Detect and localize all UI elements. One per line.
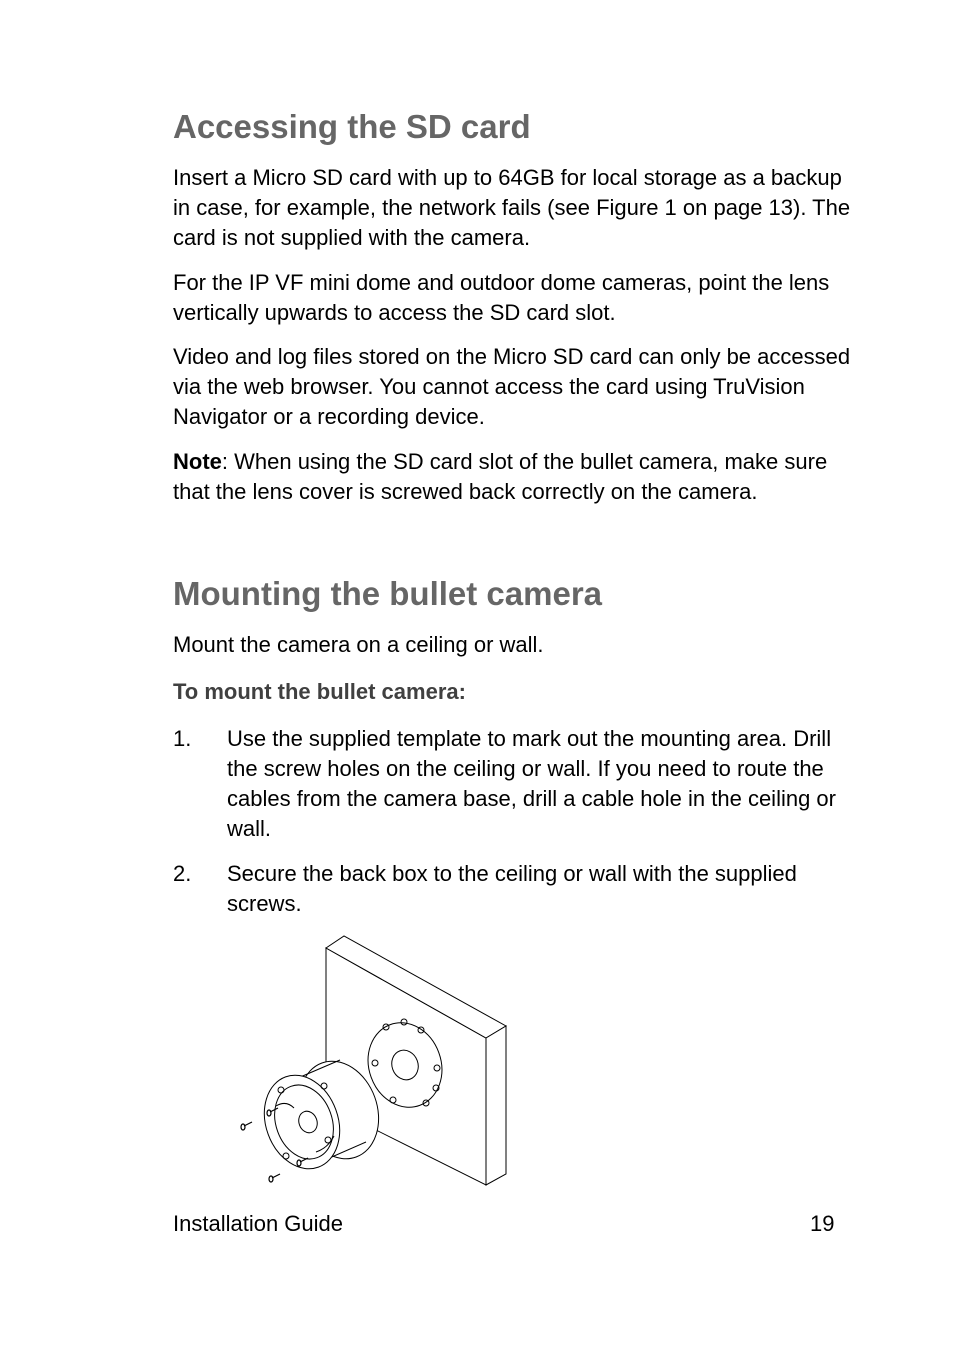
- step-number: 2.: [173, 861, 192, 886]
- paragraph-sd-access: Video and log files stored on the Micro SD card can only be accessed via the web browser. You cannot access the card using TruVision Navigator or a recording device.: [173, 344, 851, 429]
- page-number: 19: [810, 1211, 835, 1236]
- procedure-heading: To mount the bullet camera:: [173, 679, 466, 704]
- note-paragraph: [173, 447, 853, 507]
- step-number: 1.: [173, 726, 192, 751]
- note-label: Note: [173, 449, 222, 474]
- paragraph-mount-intro: Mount the camera on a ceiling or wall.: [173, 632, 544, 657]
- note-text: : When using the SD card slot of the bullet camera, make sure that the lens cover is screwed back correctly on the camera.: [173, 449, 828, 504]
- step-text: Use the supplied template to mark out the mounting area. Drill the screw holes on the ceiling or wall. If you need to route the cables from the camera base, drill a cable hole in the ceiling or wall.: [227, 726, 836, 841]
- footer-title: Installation Guide: [173, 1211, 343, 1236]
- section-heading-mounting: Mounting the bullet camera: [173, 575, 603, 612]
- paragraph-sd-dome: For the IP VF mini dome and outdoor dome cameras, point the lens vertically upwards to access the SD card slot.: [173, 270, 830, 325]
- section-heading-sd-card: Accessing the SD card: [173, 108, 531, 145]
- paragraph-sd-insert: Insert a Micro SD card with up to 64GB for local storage as a backup in case, for example, the network fails (see Figure 1 on page 13). The card is not supplied with the camera.: [173, 165, 851, 250]
- back-box-mounting-illustration: [236, 930, 526, 1195]
- step-text: Secure the back box to the ceiling or wall with the supplied screws.: [227, 861, 797, 916]
- wall-side-edge: [486, 1026, 506, 1185]
